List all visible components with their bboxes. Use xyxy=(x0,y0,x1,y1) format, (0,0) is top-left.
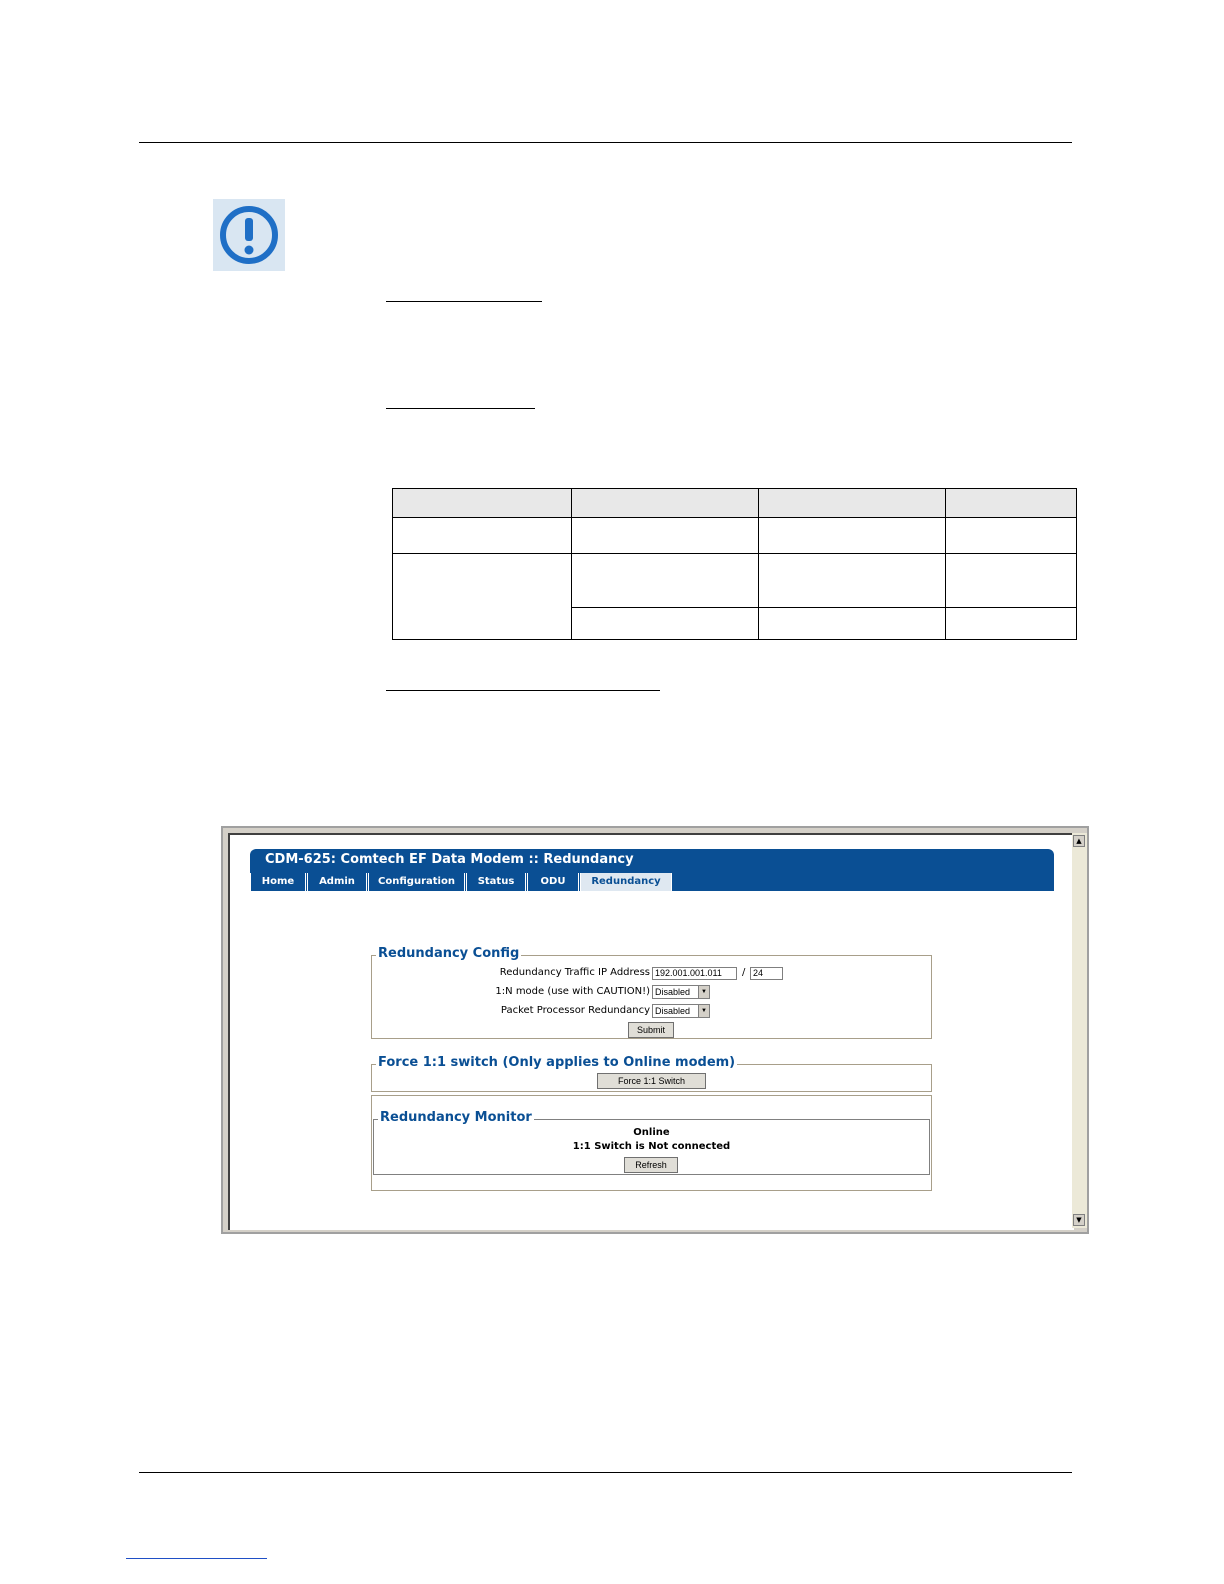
tab-status[interactable]: Status xyxy=(466,873,526,891)
submit-button[interactable]: Submit xyxy=(628,1022,674,1038)
force-switch-button[interactable]: Force 1:1 Switch xyxy=(597,1073,706,1089)
nmode-select[interactable] xyxy=(652,985,710,999)
chevron-down-icon: ▼ xyxy=(698,986,709,998)
scroll-up-icon[interactable]: ▲ xyxy=(1073,835,1085,847)
scroll-down-icon[interactable]: ▼ xyxy=(1073,1214,1085,1226)
heading-underline-1 xyxy=(386,301,542,302)
packet-processor-select-value: Disabled xyxy=(655,1006,691,1016)
header-rule xyxy=(139,142,1072,143)
refresh-button[interactable]: Refresh xyxy=(624,1157,678,1173)
heading-underline-3 xyxy=(386,690,660,691)
redundancy-page-screenshot xyxy=(221,826,1089,1234)
tab-redundancy[interactable]: Redundancy xyxy=(580,873,672,891)
tab-configuration[interactable]: Configuration xyxy=(368,873,465,891)
nmode-label: 1:N mode (use with CAUTION!) xyxy=(495,986,650,997)
footer-rule xyxy=(139,1472,1072,1473)
nmode-select-value: Disabled xyxy=(655,987,691,997)
ip-address-field[interactable]: 192.001.001.011 xyxy=(652,967,737,980)
spec-table xyxy=(392,488,1077,640)
force-switch-legend: Force 1:1 switch (Only applies to Online modem) xyxy=(378,1055,736,1070)
table-header-row xyxy=(393,489,1076,518)
packet-processor-label: Packet Processor Redundancy xyxy=(500,1005,650,1016)
ip-mask-separator: / xyxy=(742,967,746,978)
important-notice-icon xyxy=(213,199,285,271)
browser-viewport xyxy=(228,833,1074,1230)
footer-link-underline xyxy=(126,1558,267,1559)
tab-odu[interactable]: ODU xyxy=(527,873,579,891)
app-title: CDM-625: Comtech EF Data Modem :: Redundancy xyxy=(250,849,1054,871)
tab-home[interactable]: Home xyxy=(250,873,306,891)
subnet-mask-field[interactable]: 24 xyxy=(750,967,783,980)
vertical-scrollbar[interactable] xyxy=(1072,833,1087,1228)
packet-processor-select[interactable] xyxy=(652,1004,710,1018)
redundancy-config-legend: Redundancy Config xyxy=(378,946,520,961)
redundancy-monitor-legend: Redundancy Monitor xyxy=(380,1110,532,1125)
chevron-down-icon: ▼ xyxy=(698,1005,709,1017)
tab-admin[interactable]: Admin xyxy=(307,873,367,891)
monitor-switch-status-text: 1:1 Switch is Not connected xyxy=(572,1141,731,1152)
nav-bar xyxy=(250,871,1054,891)
heading-underline-2 xyxy=(386,408,535,409)
monitor-status-text: Online xyxy=(633,1127,670,1138)
ip-address-label: Redundancy Traffic IP Address xyxy=(499,967,650,978)
